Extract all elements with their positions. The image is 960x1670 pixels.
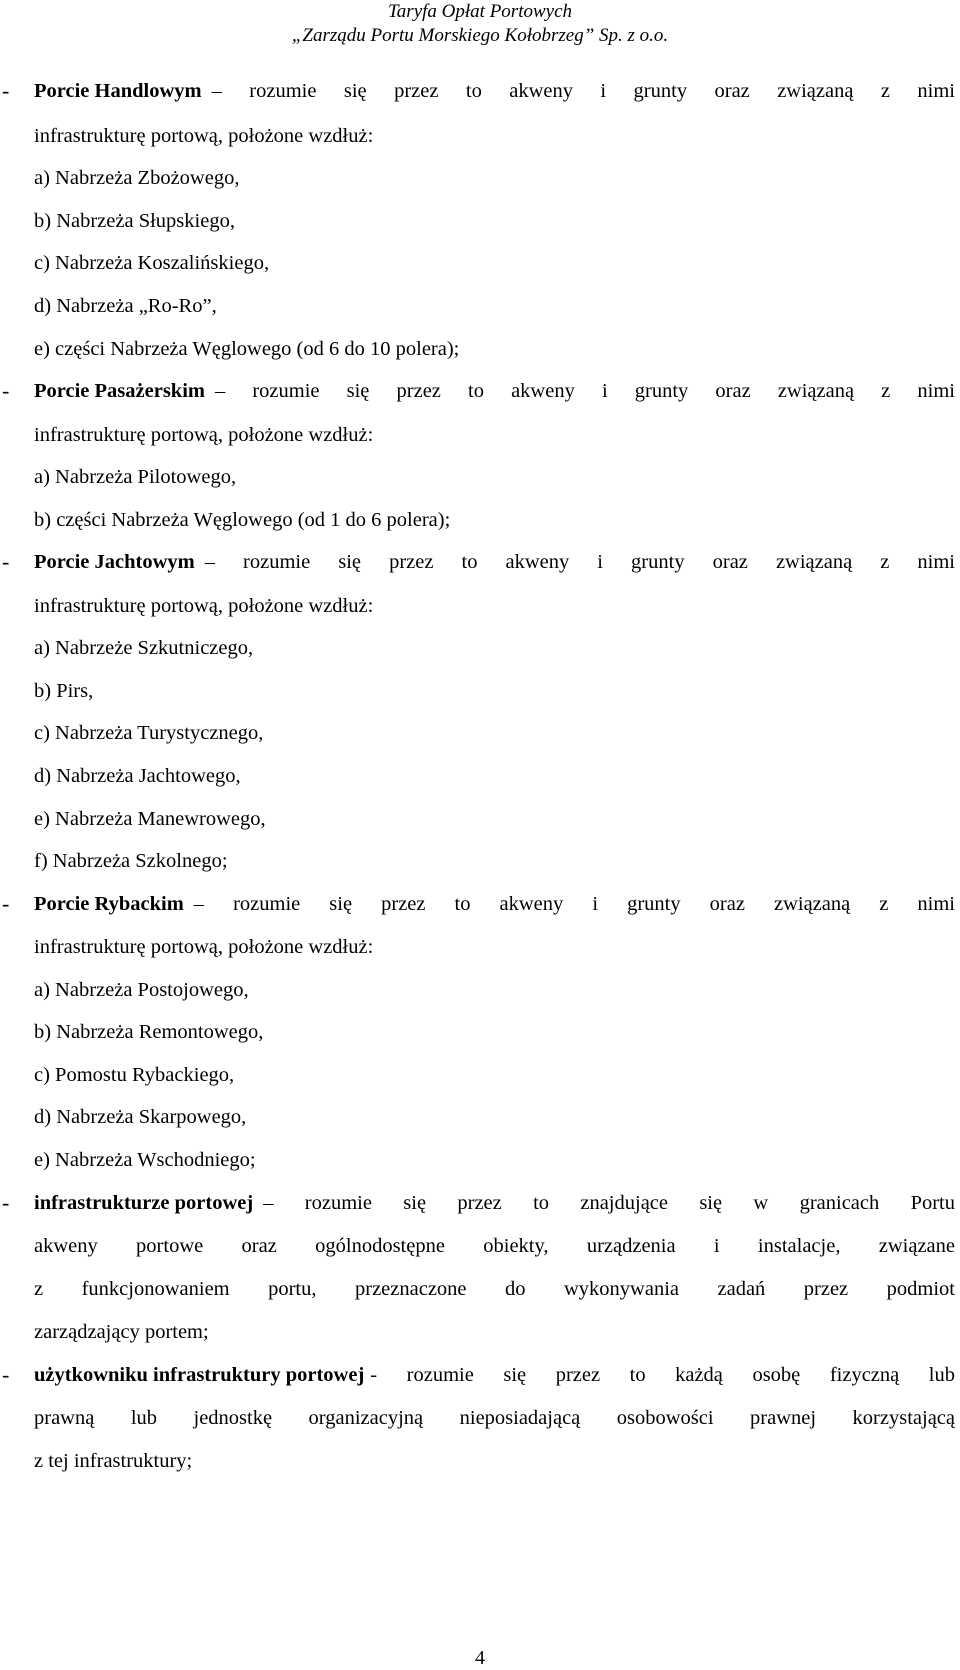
list-item: c) Nabrzeża Koszalińskiego, [34,252,270,274]
list-item: d) Nabrzeża „Ro-Ro”, [34,295,217,317]
bullet-dash: - [2,378,10,403]
bullet-dash: - [2,1190,10,1215]
bullet-dash: - [2,891,10,916]
list-item: b) części Nabrzeża Węglowego (od 1 do 6 polera); [34,509,451,531]
list-item: a) Nabrzeże Szkutniczego, [34,637,254,659]
document-header-title: Taryfa Opłat Portowych [387,1,573,22]
term-uzytkownik: użytkowniku infrastruktury portowej [34,1364,365,1386]
definition-text: – rozumie się przez to znajdujące się w granicach Portu [263,1192,955,1214]
definition-infrastruktura [34,1193,955,1214]
list-item: e) Nabrzeża Wschodniego; [34,1149,256,1171]
document-header-company: „Zarządu Portu Morskiego Kołobrzeg” Sp. z o.o. [291,25,669,46]
definition-text: - rozumie się przez to każdą osobę fizyczną lub [370,1364,955,1386]
definition-handlowy [34,81,955,102]
bullet-dash: - [2,1362,10,1387]
term-handlowy: Porcie Handlowym [34,80,202,102]
definition-text: – rozumie się przez to akweny i grunty oraz związaną z nimi [214,380,955,402]
bullet-dash: - [2,549,10,574]
definition-text: – rozumie się przez to akweny i grunty oraz związaną z nimi [204,551,955,573]
definition-uzytkownik [34,1365,955,1386]
list-item: a) Nabrzeża Zbożowego, [34,167,240,189]
list-item: d) Nabrzeża Skarpowego, [34,1106,247,1128]
definition-continuation: infrastrukturę portową, położone wzdłuż: [34,936,374,958]
list-item: d) Nabrzeża Jachtowego, [34,765,241,787]
term-pasazerski: Porcie Pasażerskim [34,380,205,402]
list-item: c) Pomostu Rybackiego, [34,1064,235,1086]
list-item: b) Nabrzeża Remontowego, [34,1021,264,1043]
list-item: e) Nabrzeża Manewrowego, [34,808,266,830]
definition-continuation: akweny portowe oraz ogólnodostępne obiekty, urządzenia i instalacje, związane [34,1235,955,1257]
definition-continuation: infrastrukturę portową, położone wzdłuż: [34,125,374,147]
page-number: 4 [475,1647,485,1669]
definition-continuation: z funkcjonowaniem portu, przeznaczone do wykonywania zadań przez podmiot [34,1278,955,1300]
bullet-dash: - [2,78,10,103]
definition-text: – rozumie się przez to akweny i grunty oraz związaną z nimi [211,80,955,102]
list-item: e) części Nabrzeża Węglowego (od 6 do 10 polera); [34,338,460,360]
definition-rybacki [34,894,955,915]
term-rybacki: Porcie Rybackim [34,893,184,915]
list-item: b) Nabrzeża Słupskiego, [34,210,235,232]
definition-jachtowy [34,552,955,573]
list-item: f) Nabrzeża Szkolnego; [34,850,228,872]
definition-continuation: infrastrukturę portową, położone wzdłuż: [34,424,374,446]
definition-continuation: prawną lub jednostkę organizacyjną nieposiadającą osobowości prawnej korzystającą [34,1407,955,1429]
list-item: a) Nabrzeża Postojowego, [34,979,249,1001]
definition-pasazerski [34,381,955,402]
list-item: b) Pirs, [34,680,94,702]
term-jachtowy: Porcie Jachtowym [34,551,195,573]
list-item: a) Nabrzeża Pilotowego, [34,466,237,488]
definition-continuation: zarządzający portem; [34,1321,209,1343]
definition-text: – rozumie się przez to akweny i grunty oraz związaną z nimi [193,893,955,915]
definition-continuation: z tej infrastruktury; [34,1450,193,1472]
list-item: c) Nabrzeża Turystycznego, [34,722,264,744]
term-infrastruktura: infrastrukturze portowej [34,1192,254,1214]
definition-continuation: infrastrukturę portową, położone wzdłuż: [34,595,374,617]
